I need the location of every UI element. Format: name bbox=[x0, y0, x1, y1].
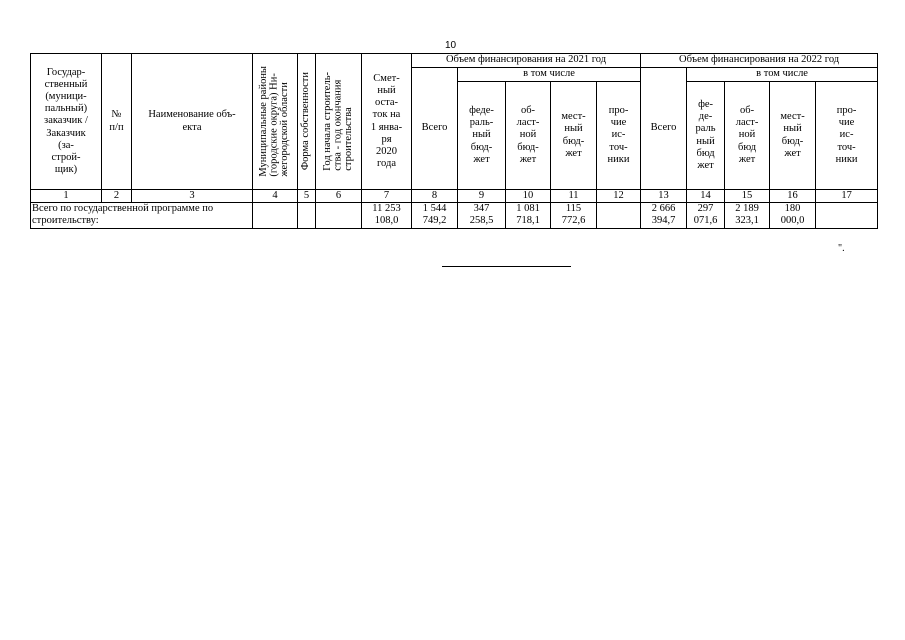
column-number: 1 bbox=[31, 190, 102, 203]
total-row-empty bbox=[253, 203, 298, 229]
column-number: 11 bbox=[551, 190, 597, 203]
header-districts: Муниципальные районы (городские округа) Ни- жегородской области bbox=[253, 54, 298, 190]
header-other-2021: про- чие ис- точ- ники bbox=[597, 82, 641, 190]
header-object-name: Наименование объ- екта bbox=[132, 54, 253, 190]
header-number: № п/п bbox=[102, 54, 132, 190]
total-row bbox=[31, 203, 878, 229]
local-2022: 180 000,0 bbox=[770, 203, 816, 229]
total-2021: 1 544 749,2 bbox=[412, 203, 458, 229]
local-2021: 115 772,6 bbox=[551, 203, 597, 229]
total-balance: 11 253 108,0 bbox=[362, 203, 412, 229]
total-row-label: Всего по государственной программе по строительству: bbox=[31, 203, 253, 229]
header-years: Год начала строитель- ства - год окончания строительства bbox=[316, 54, 362, 190]
federal-2022: 297 071,6 bbox=[687, 203, 725, 229]
column-number: 16 bbox=[770, 190, 816, 203]
column-number: 17 bbox=[816, 190, 878, 203]
header-local-2021: мест- ный бюд- жет bbox=[551, 82, 597, 190]
separator-line bbox=[442, 266, 571, 267]
column-number: 7 bbox=[362, 190, 412, 203]
header-other-2022: про- чие ис- точ- ники bbox=[816, 82, 878, 190]
column-number: 4 bbox=[253, 190, 298, 203]
total-2022: 2 666 394,7 bbox=[641, 203, 687, 229]
column-number: 12 bbox=[597, 190, 641, 203]
header-total-2022: Всего bbox=[641, 68, 687, 190]
column-number: 5 bbox=[298, 190, 316, 203]
header-federal-2022: фе- де- раль ный бюд жет bbox=[687, 82, 725, 190]
header-ownership: Форма собственности bbox=[298, 54, 316, 190]
column-number: 3 bbox=[132, 190, 253, 203]
column-number: 13 bbox=[641, 190, 687, 203]
other-2021 bbox=[597, 203, 641, 229]
regional-2021: 1 081 718,1 bbox=[506, 203, 551, 229]
header-balance: Смет- ный оста- ток на 1 янва- ря 2020 года bbox=[362, 54, 412, 190]
column-number: 9 bbox=[458, 190, 506, 203]
closing-quote: ". bbox=[838, 243, 845, 254]
header-fin-2022: Объем финансирования на 2022 год bbox=[641, 54, 878, 68]
header-local-2022: мест- ный бюд- жет bbox=[770, 82, 816, 190]
header-customer: Государ- ственный (муници- пальный) заказчик / Заказчик (за- строй- щик) bbox=[31, 54, 102, 190]
header-fin-2021: Объем финансирования на 2021 год bbox=[412, 54, 641, 68]
column-number: 10 bbox=[506, 190, 551, 203]
header-including-2021: в том числе bbox=[458, 68, 641, 82]
page-number: 10 bbox=[445, 40, 457, 51]
column-number: 14 bbox=[687, 190, 725, 203]
column-number-row bbox=[31, 190, 878, 203]
column-number: 15 bbox=[725, 190, 770, 203]
column-number: 6 bbox=[316, 190, 362, 203]
other-2022 bbox=[816, 203, 878, 229]
header-regional-2022: об- ласт- ной бюд жет bbox=[725, 82, 770, 190]
column-number: 2 bbox=[102, 190, 132, 203]
header-federal-2021: феде- раль- ный бюд- жет bbox=[458, 82, 506, 190]
total-row-empty bbox=[316, 203, 362, 229]
federal-2021: 347 258,5 bbox=[458, 203, 506, 229]
regional-2022: 2 189 323,1 bbox=[725, 203, 770, 229]
header-including-2022: в том числе bbox=[687, 68, 878, 82]
financing-table bbox=[30, 53, 878, 229]
total-row-empty bbox=[298, 203, 316, 229]
column-number: 8 bbox=[412, 190, 458, 203]
header-regional-2021: об- ласт- ной бюд- жет bbox=[506, 82, 551, 190]
header-total-2021: Всего bbox=[412, 68, 458, 190]
